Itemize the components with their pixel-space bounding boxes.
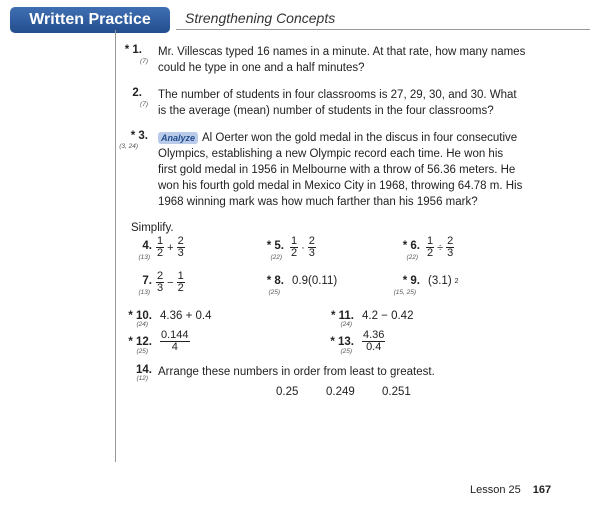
problem-3-ref: (3, 24) [119,143,138,150]
problem-5-ref: (22) [270,254,282,261]
problem-8-expression: 0.9(0.11) [292,275,338,287]
problem-9-number: * 9. [402,275,420,287]
problem-11-expression: 4.2 − 0.42 [362,310,414,322]
page-footer [470,484,551,496]
problem-10-expression: 4.36 + 0.4 [160,310,212,322]
problem-11-number: * 11. [330,310,354,322]
section-subtitle: Strengthening Concepts [185,10,336,26]
problem-14-value-1: 0.25 [276,386,299,398]
problem-10-number: * 10. [128,310,152,322]
problem-4-ref: (13) [138,254,150,261]
problem-12-ref: (25) [136,348,148,355]
simplify-heading: Simplify. [131,222,174,234]
problem-5-number: * 5. [266,240,284,252]
problem-7-number: 7. [142,275,152,287]
problem-1-ref: (7) [140,58,148,65]
problem-3-number: * 3. [130,130,148,142]
problem-14-value-2: 0.249 [326,386,355,398]
problem-2-number: 2. [132,87,142,99]
problem-6-number: * 6. [402,240,420,252]
lesson-label: Lesson 25 [470,484,521,496]
problem-9-ref: (15, 25) [393,289,416,296]
problem-7-expression: $\frac{2}{3}$ − $\frac{1}{2}$ [157,270,184,294]
problem-2-text: The number of students in four classrooms is 27, 29, 30, and 30. What is the average (mean) number of students in the four classrooms? [158,89,517,117]
problem-14-value-3: 0.251 [382,386,411,398]
problem-12-expression: $\frac{0.144}{4}$ [161,329,189,353]
problem-8-number: * 8. [266,275,284,287]
problem-5-expression: $\frac{1}{2}$ · $\frac{2}{3}$ [291,235,315,259]
problem-11-ref: (24) [340,321,352,328]
problem-14-text: Arrange these numbers in order from least to greatest. [158,366,435,378]
problem-12-number: * 12. [128,336,152,348]
problem-3-text: Analyze Al Oerter won the gold medal in the discus in four consecutive Olympics, establishing a new Olympic record each time. He won his first gold medal in 1956 in Melbourne with a throw of 56.36 meters. He won his fourth gold medal in Mexico City in 1968, throwing 64.78 m. His 1968 winning mark was how much farther than his 1956 mark? [158,132,523,208]
analyze-tag: Analyze [158,132,198,144]
problem-4-number: 4. [142,240,152,252]
page-number: 167 [532,484,552,496]
problem-14-number: 14. [136,364,152,376]
problem-7-ref: (13) [138,289,150,296]
problem-10-ref: (24) [136,321,148,328]
problem-8-ref: (25) [268,289,280,296]
problem-14-ref: (12) [136,375,148,382]
problem-1-number: * 1. [124,44,142,56]
section-badge: Written Practice [10,7,170,33]
problem-13-ref: (25) [340,348,352,355]
problem-6-ref: (22) [406,254,418,261]
problem-6-expression: $\frac{1}{2}$ ÷ $\frac{2}{3}$ [427,235,454,259]
problem-9-expression: (3.1) 2 [428,275,459,287]
problem-13-number: * 13. [330,336,354,348]
problem-2-ref: (7) [140,101,148,108]
problem-4-expression: $\frac{1}{2}$ + $\frac{2}{3}$ [157,235,184,259]
problem-1-text: Mr. Villescas typed 16 names in a minute. At that rate, how many names could he type in one and a half minutes? [158,46,526,74]
header-rule [176,29,590,30]
problem-13-expression: $\frac{4.36}{0.4}$ [363,329,385,353]
